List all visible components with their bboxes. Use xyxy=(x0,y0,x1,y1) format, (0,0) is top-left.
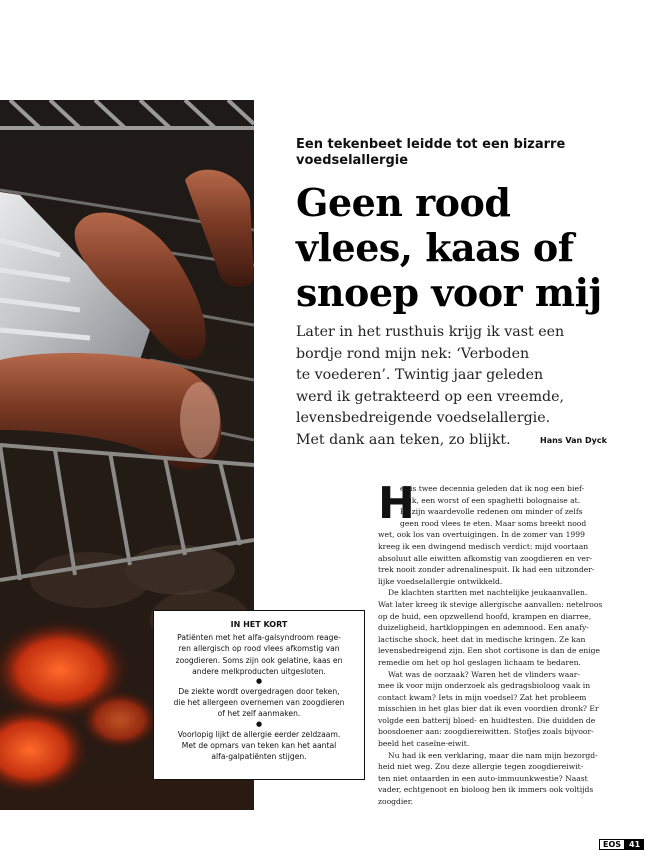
bullet-icon: ● xyxy=(255,677,263,686)
info-box-title: IN HET KORT xyxy=(230,620,288,629)
body-line: duizeligheid, hartkloppingen en ademnood. Een anafy- xyxy=(378,623,589,633)
body-line: geen rood vlees te eten. Maar soms breekt nood xyxy=(400,518,587,528)
body-line: remedie om het op hol geslagen lichaam te bedaren. xyxy=(378,657,581,667)
body-line: contact kwam? Iets in mijn voedsel? Zat het probleem xyxy=(378,692,587,702)
body-line: levensbedreigend zijn. Een shot cortisone is dan de enige xyxy=(378,646,601,656)
body-line: Nu had ik een verklaring, maar die nam mijn bezorgd- xyxy=(388,750,598,760)
body-line: et is twee decennia geleden dat ik nog een bief- xyxy=(400,484,585,493)
info-box-line: andere melkproducten uitgesloten. xyxy=(192,666,326,676)
body-line: boosdoener aan: zoogdiereiwitten. Stofjes zoals bijvoor- xyxy=(378,727,594,737)
body-line: op de huid, een opzwellend hoofd, krampen en diarree, xyxy=(378,611,592,621)
info-box-line: Met de opmars van teken kan het aantal xyxy=(181,740,337,750)
article-kicker: Een tekenbeet leidde tot een bizarre voedselallergie xyxy=(296,137,566,168)
info-box-line: ren allergisch op rood vlees afkomstig van xyxy=(178,644,340,654)
info-box-line: Patiënten met het alfa-galsyndroom reage- xyxy=(177,633,341,643)
article-body xyxy=(378,478,611,808)
info-box-line: alfa-galpatiënten stijgen. xyxy=(211,752,307,762)
body-line: stuk, een worst of een spaghetti bolognaise at. xyxy=(400,495,581,505)
body-line: volgde een batterij bloed- en huidtesten. Die duidden de xyxy=(378,715,596,725)
body-line: wet, ook los van overtuigingen. In de zomer van 1999 xyxy=(378,530,585,540)
article-lead: Later in het rusthuis krijg ik vast een bordje rond mijn nek: ‘Verboden te voederen’. Twintig jaar geleden werd ik getrakteerd op een vreemde, levensbedreigende voedselallergie. Met dank aan teken, zo blijkt. xyxy=(296,324,565,448)
body-line: beeld het caseïne-eiwit. xyxy=(378,739,470,749)
drop-cap: H xyxy=(378,478,415,529)
info-box-in-het-kort xyxy=(153,610,365,780)
body-line: absoluut alle eiwitten afkomstig van zoogdieren en ver- xyxy=(378,553,593,563)
body-line: De klachten startten met nachtelijke jeukaanvallen. xyxy=(388,588,588,598)
page-number: 41 xyxy=(625,839,644,850)
body-line: Er zijn waardevolle redenen om minder of zelfs xyxy=(400,507,583,517)
page-footer xyxy=(599,839,644,850)
info-box-line: of het zelf aanmaken. xyxy=(217,709,301,719)
body-line: heid niet weg. Zou deze allergie tegen zoogdiereiwit- xyxy=(378,762,584,772)
body-line: lijke voedselallergie ontwikkeld. xyxy=(378,576,503,586)
info-box-line: Voorlopig lijkt de allergie eerder zeldzaam. xyxy=(177,729,341,739)
body-line: ten niet ontaarden in een auto-immuunkwestie? Naast xyxy=(378,773,588,783)
body-line: misschien in het glas bier dat ik even voordien dronk? Er xyxy=(378,704,599,714)
body-line: trek nooit zonder adrenalinespuit. Ik had een uitzonder- xyxy=(378,565,595,575)
info-box-items xyxy=(162,632,356,762)
magazine-name: EOS xyxy=(599,839,625,850)
body-line: vader, echtgenoot en bioloog ben ik immers ook voltijds xyxy=(378,785,594,795)
body-line: kreeg ik een dwingend medisch verdict: mijd voortaan xyxy=(378,541,589,551)
article-headline: Geen rood vlees, kaas of snoep voor mij xyxy=(296,180,602,315)
body-line: mee ik voor mijn onderzoek als gedragsbioloog vaak in xyxy=(378,681,591,691)
info-box-line: zoogdieren. Soms zijn ook gelatine, kaas en xyxy=(175,655,343,665)
body-line: Wat later kreeg ik stevige allergische aanvallen: netelroos xyxy=(378,599,603,609)
info-box-line: De ziekte wordt overgedragen door teken, xyxy=(178,687,340,697)
info-box-line: die het allergeen overnemen van zoogdieren xyxy=(173,698,345,708)
body-line: zoogdier. xyxy=(378,797,413,807)
author-byline: Hans Van Dyck xyxy=(540,436,607,445)
body-line: Wat was de oorzaak? Waren het de vlinders waar- xyxy=(388,669,580,679)
bullet-icon: ● xyxy=(255,719,263,728)
body-line: lactische shock, heet dat in medische kringen. Ze kan xyxy=(378,634,586,644)
